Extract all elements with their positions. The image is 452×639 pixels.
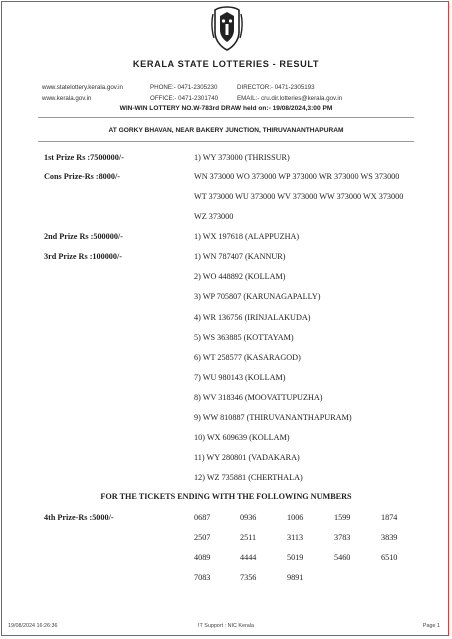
divider	[38, 117, 414, 118]
fourth-prize-number: 1006	[287, 513, 304, 522]
footer-page-number: Page 1	[422, 623, 440, 629]
fourth-prize-number: 3839	[381, 533, 398, 542]
cons-prize-line: WN 373000 WO 373000 WP 373000 WR 373000 WS 373000	[194, 172, 400, 181]
footer-support: IT Support : NIC Kerala	[198, 623, 254, 629]
fourth-prize-number: 0936	[240, 513, 257, 522]
third-prize-ticket: 2) WO 448892 (KOLLAM)	[194, 272, 286, 281]
second-prize-label: 2nd Prize Rs :500000/-	[44, 232, 123, 241]
ending-numbers-heading: FOR THE TICKETS ENDING WITH THE FOLLOWING NUMBERS	[100, 492, 352, 501]
third-prize-ticket: 8) WV 318346 (MOOVATTUPUZHA)	[194, 393, 323, 402]
fourth-prize-number: 3113	[287, 533, 304, 542]
fourth-prize-number: 7356	[240, 573, 257, 582]
email-address[interactable]: EMAIL:- cru.dir.lotteries@kerala.gov.in	[237, 95, 343, 102]
third-prize-ticket: 11) WY 280801 (VADAKARA)	[194, 453, 300, 462]
kerala-emblem-icon	[211, 6, 243, 52]
website-link-kerala[interactable]: www.kerala.gov.in	[42, 95, 92, 102]
fourth-prize-label: 4th Prize-Rs :5000/-	[44, 513, 114, 522]
third-prize-ticket: 4) WR 136756 (IRINJALAKUDA)	[194, 313, 311, 322]
draw-venue: AT GORKY BHAVAN, NEAR BAKERY JUNCTION, THIRUVANANTHAPURAM	[108, 127, 344, 134]
fourth-prize-number: 2511	[240, 533, 257, 542]
third-prize-ticket: 9) WW 810887 (THIRUVANANTHAPURAM)	[194, 413, 352, 422]
website-link-lottery[interactable]: www.statelottery.kerala.gov.in	[42, 84, 123, 91]
third-prize-ticket: 5) WS 363885 (KOTTAYAM)	[194, 333, 294, 342]
second-prize-ticket: 1) WX 197618 (ALAPPUZHA)	[194, 232, 300, 241]
draw-info: WIN-WIN LOTTERY NO.W-783rd DRAW held on:- 19/08/2024,3:00 PM	[119, 105, 333, 112]
fourth-prize-number: 4089	[194, 553, 211, 562]
third-prize-ticket: 1) WN 787407 (KANNUR)	[194, 252, 286, 261]
fourth-prize-number: 0687	[194, 513, 211, 522]
fourth-prize-number: 5460	[334, 553, 351, 562]
fourth-prize-number: 2507	[194, 533, 211, 542]
cons-prize-line: WT 373000 WU 373000 WV 373000 WW 373000 WX 373000	[194, 192, 404, 201]
fourth-prize-number: 3783	[334, 533, 351, 542]
footer-timestamp: 19/08/2024 16:26:36	[8, 623, 58, 629]
third-prize-ticket: 10) WX 609639 (KOLLAM)	[194, 433, 290, 442]
cons-prize-label: Cons Prize-Rs :8000/-	[44, 172, 120, 181]
third-prize-ticket: 7) WU 980143 (KOLLAM)	[194, 373, 286, 382]
fourth-prize-number: 1874	[381, 513, 398, 522]
director-number: DIRECTOR:- 0471-2305193	[237, 84, 315, 91]
fourth-prize-number: 1599	[334, 513, 351, 522]
third-prize-ticket: 3) WP 705807 (KARUNAGAPALLY)	[194, 292, 321, 301]
fourth-prize-number: 4444	[240, 553, 257, 562]
phone-number: PHONE:- 0471-2305230	[150, 84, 218, 91]
third-prize-ticket: 12) WZ 735881 (CHERTHALA)	[194, 473, 303, 482]
divider	[38, 141, 414, 142]
third-prize-label: 3rd Prize Rs :100000/-	[44, 252, 122, 261]
first-prize-label: 1st Prize Rs :7500000/-	[44, 153, 124, 162]
third-prize-ticket: 6) WT 258577 (KASARAGOD)	[194, 353, 301, 362]
fourth-prize-number: 5019	[287, 553, 304, 562]
first-prize-ticket: 1) WY 373000 (THRISSUR)	[194, 153, 290, 162]
fourth-prize-number: 9891	[287, 573, 304, 582]
office-number: OFFICE:- 0471-2301740	[150, 95, 219, 102]
page-title: KERALA STATE LOTTERIES - RESULT	[132, 59, 320, 69]
fourth-prize-number: 7083	[194, 573, 211, 582]
fourth-prize-number: 6510	[381, 553, 398, 562]
cons-prize-line: WZ 373000	[194, 212, 234, 221]
